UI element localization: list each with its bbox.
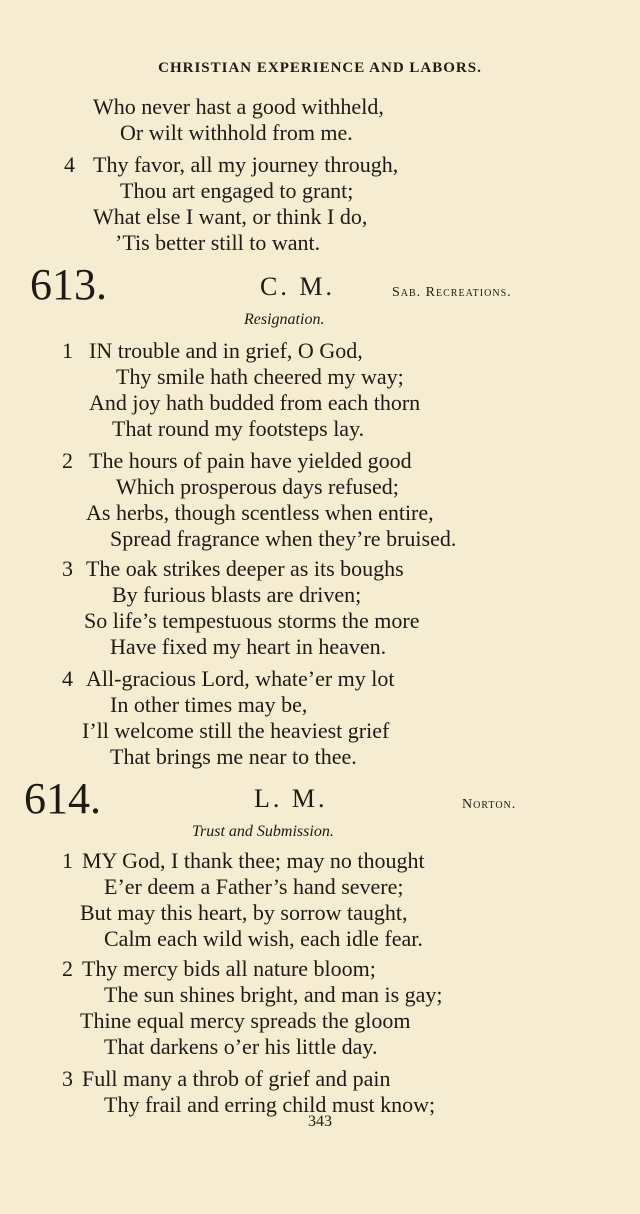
verse-line: By furious blasts are driven;	[112, 582, 362, 607]
verse-number: 1	[62, 848, 73, 873]
verse-number: 2	[62, 448, 73, 473]
verse-number: 4	[64, 152, 75, 177]
verse-line: MY God, I thank thee; may no thought	[82, 848, 425, 873]
verse-line: The sun shines bright, and man is gay;	[104, 982, 443, 1007]
verse-line: Full many a throb of grief and pain	[82, 1066, 391, 1091]
verse-line: Thy favor, all my journey through,	[93, 152, 399, 177]
verse-number: 3	[62, 1066, 73, 1091]
verse-line: Who never hast a good withheld,	[93, 94, 384, 119]
verse-line: IN trouble and in grief, O God,	[89, 338, 363, 363]
verse-line: Have fixed my heart in heaven.	[110, 634, 387, 659]
verse-number: 3	[62, 556, 73, 581]
verse-line: As herbs, though scentless when entire,	[86, 500, 434, 525]
tune-name: Norton.	[462, 797, 517, 812]
verse-line: That darkens o’er his little day.	[104, 1034, 378, 1059]
page-number: 343	[308, 1113, 332, 1130]
hymn-subtitle: Resignation.	[244, 311, 325, 328]
verse-line: That round my footsteps lay.	[112, 416, 365, 441]
verse-number: 4	[62, 666, 73, 691]
verse-line: What else I want, or think I do,	[93, 204, 368, 229]
verse-line: So life’s tempestuous storms the more	[84, 608, 420, 633]
verse-line: E’er deem a Father’s hand severe;	[104, 874, 404, 899]
verse-line: I’ll welcome still the heaviest grief	[82, 718, 390, 743]
verse-line: Thy frail and erring child must know;	[104, 1092, 436, 1117]
hymn-meter: C. M.	[260, 272, 335, 301]
verse-number: 1	[62, 338, 73, 363]
hymn-number: 614.	[24, 774, 101, 823]
hymn-meter: L. M.	[254, 784, 328, 813]
verse-line: The hours of pain have yielded good	[89, 448, 412, 473]
verse-line: Thy smile hath cheered my way;	[116, 364, 404, 389]
tune-name: Sab. Recreations.	[392, 285, 512, 300]
verse-line: Calm each wild wish, each idle fear.	[104, 926, 423, 951]
verse-line: And joy hath budded from each thorn	[89, 390, 421, 415]
verse-line: But may this heart, by sorrow taught,	[80, 900, 408, 925]
verse-line: Thine equal mercy spreads the gloom	[80, 1008, 411, 1033]
verse-number: 2	[62, 956, 73, 981]
verse-line: In other times may be,	[110, 692, 308, 717]
verse-line: Spread fragrance when they’re bruised.	[110, 526, 457, 551]
verse-line: ’Tis better still to want.	[115, 230, 321, 255]
verse-line: Which prosperous days refused;	[116, 474, 399, 499]
verse-line: That brings me near to thee.	[110, 744, 357, 769]
verse-line: The oak strikes deeper as its boughs	[86, 556, 404, 581]
running-title: CHRISTIAN EXPERIENCE AND LABORS.	[158, 60, 482, 76]
verse-line: Or wilt withhold from me.	[120, 120, 353, 145]
verse-line: All-gracious Lord, whate’er my lot	[86, 666, 395, 691]
verse-line: Thy mercy bids all nature bloom;	[82, 956, 376, 981]
hymn-subtitle: Trust and Submission.	[192, 823, 334, 840]
hymn-number: 613.	[30, 260, 107, 309]
verse-line: Thou art engaged to grant;	[120, 178, 354, 203]
